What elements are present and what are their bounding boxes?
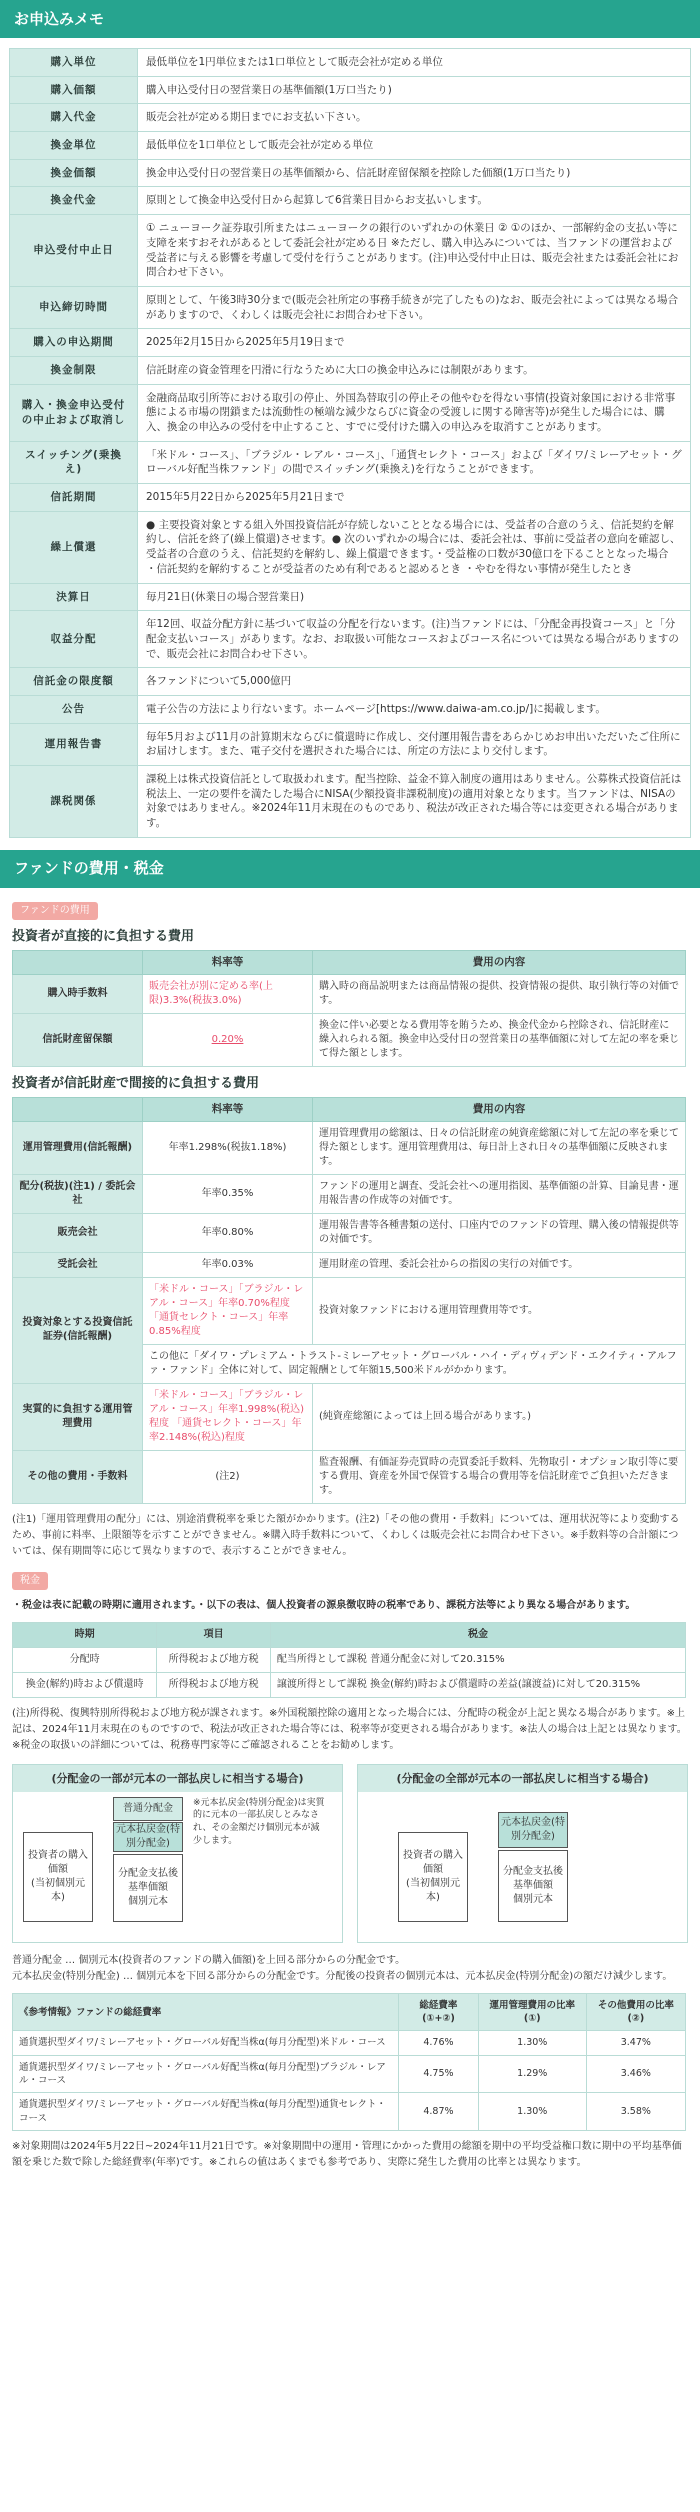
itaku-name: 委託会社 <box>72 1180 136 1206</box>
memo-row <box>10 215 691 287</box>
col-rate-2: 料率等 <box>143 1097 313 1121</box>
memo-value: 2025年2月15日から2025年5月19日まで <box>138 329 691 357</box>
target-desc: 投資対象ファンドにおける運用管理費用等です。 <box>313 1277 686 1344</box>
diagram-left-title: (分配金の一部が元本の一部払戻しに相当する場合) <box>13 1765 342 1792</box>
col-content-2: 費用の内容 <box>313 1097 686 1121</box>
exp2: 元本払戻金(特別分配金) … 個別元本を下回る部分からの分配金です。分配後の投資者の個別元本は、元本払戻金(特別分配金)の額だけ減少します。 <box>12 1970 673 1982</box>
diagram-memo: ※元本払戻金(特別分配金)は実質的に元本の一部払戻しとみなされ、その金額だけ個別元本が減少します。 <box>193 1797 325 1846</box>
refund-dist: 元本払戻金(特別分配金) <box>113 1822 183 1852</box>
jutaku-label: 受託会社 <box>13 1252 143 1277</box>
ref-row <box>13 2055 686 2093</box>
memo-key: 繰上償還 <box>10 511 138 583</box>
memo-row <box>10 329 691 357</box>
ref-row <box>13 2031 686 2055</box>
memo-key: 購入・換金申込受付の中止および取消し <box>10 384 138 441</box>
diagram-right <box>357 1764 688 1943</box>
target-rate: 「米ドル・コース」「ブラジル・レアル・コース」年率0.70%程度 「通貨セレクト・コース」年率0.85%程度 <box>143 1277 313 1344</box>
ref-cell-c: 3.58% <box>586 2093 685 2131</box>
other-rate: (注2) <box>143 1450 313 1503</box>
cost-label-2: 個別元本 <box>513 1893 553 1905</box>
ref-h3: その他費用の比率(②) <box>586 1993 685 2031</box>
memo-value: 毎月21日(休業日の場合翌営業日) <box>138 583 691 611</box>
memo-row <box>10 583 691 611</box>
memo-key: 信託期間 <box>10 484 138 512</box>
indirect-fees-title: 投資者が信託財産で間接的に負担する費用 <box>12 1075 260 1091</box>
memo-key: スイッチング(乗換え) <box>10 441 138 483</box>
memo-key: 課税関係 <box>10 766 138 838</box>
memo-row <box>10 611 691 668</box>
ref-h2: 運用管理費用の比率(①) <box>478 1993 586 2031</box>
indirect-fees-table <box>12 1097 686 1504</box>
memo-key: 購入価額 <box>10 76 138 104</box>
memo-value: 金融商品取引所等における取引の停止、外国為替取引の停止その他やむを得ない事情(投資対象国における非常事態による市場の閉鎖または流動性の極端な減少ならびに資金の受渡しに関する障害等)が発生した場合には、購入、換金の申込みの受付を中止すること、すでに受付けた購入の申込みを取消すことがあります。 <box>138 384 691 441</box>
diagram-exp <box>12 1953 688 1985</box>
purchase-label: 購入時手数料 <box>13 974 143 1013</box>
buyer-sub-2: (当初個別元本) <box>406 1877 460 1903</box>
memo-row <box>10 695 691 723</box>
memo-key: 換金制限 <box>10 356 138 384</box>
exp1: 普通分配金 … 個別元本(投資者のファンドの購入価額)を上回る部分からの分配金です。 <box>12 1954 406 1966</box>
memo-key: 購入の申込期間 <box>10 329 138 357</box>
buyer-label: 投資者の購入価額 <box>28 1849 88 1875</box>
memo-key: 換金単位 <box>10 132 138 160</box>
itaku-rate: 年率0.35% <box>143 1174 313 1213</box>
direct-fees-title: 投資者が直接的に負担する費用 <box>12 928 195 944</box>
mgmt-rate: 年率1.298%(税抜1.18%) <box>143 1121 313 1174</box>
target-note: この他に「ダイワ・プレミアム・トラスト-ミレーアセット・グローバル・ハイ・ディヴィデンド・エクイティ・アルファ・ファンド」全体に対して、固定報酬として年額15,500米ドルがかかります。 <box>143 1344 686 1383</box>
fees-section-title: ファンドの費用・税金 <box>0 850 700 888</box>
ref-row <box>13 2093 686 2131</box>
memo-row <box>10 132 691 160</box>
base-label: 基準価額 <box>128 1881 168 1893</box>
memo-value: 毎年5月および11月の計算期末ならびに償還時に作成し、交付運用報告書をあらかじめお申出いただいたご住所にお届けします。また、電子交付を選択された場合には、所定の方法により交付します。 <box>138 723 691 765</box>
memo-value: 年12回、収益分配方針に基づいて収益の分配を行ないます。(注)当ファンドには、「分配金再投資コース」と「分配金支払いコース」があります。なお、お取扱い可能なコースおよびコース名については異なる場合がありますので、販売会社にお問合わせ下さい。 <box>138 611 691 668</box>
tax-r1c: 配当所得として課税 普通分配金に対して20.315% <box>270 1647 685 1672</box>
ref-cell-n: 通貨選択型ダイワ/ミレーアセット・グローバル好配当株α(毎月分配型)米ドル・コース <box>13 2031 399 2055</box>
memo-value: 原則として、午後3時30分まで(販売会社所定の事務手続きが完了したもの)なお、販売会社によっては異なる場合がありますので、くわしくは販売会社にお問合わせ下さい。 <box>138 286 691 328</box>
memo-key: 収益分配 <box>10 611 138 668</box>
tax-h1: 時期 <box>13 1622 157 1647</box>
real-desc: (純資産総額によっては上回る場合があります。) <box>313 1383 686 1450</box>
tax-pill: 税金 <box>12 1572 48 1590</box>
memo-value: 換金申込受付日の翌営業日の基準価額から、信託財産留保額を控除した価額(1万口当たり) <box>138 159 691 187</box>
memo-value: 販売会社が定める期日までにお支払い下さい。 <box>138 104 691 132</box>
buyer-label-2: 投資者の購入価額 <box>403 1849 463 1875</box>
cost-label: 個別元本 <box>128 1895 168 1907</box>
ref-cell-b: 1.30% <box>478 2093 586 2131</box>
tax-r1b: 所得税および地方税 <box>157 1647 271 1672</box>
real-rate: 「米ドル・コース」「ブラジル・レアル・コース」年率1.998%(税込)程度 「通貨セレクト・コース」年率2.148%(税込)程度 <box>143 1383 313 1450</box>
tax-intro: ・税金は表に記載の時期に適用されます。・以下の表は、個人投資者の源泉徴収時の税率であり、課税方法等により異なる場合があります。 <box>12 1599 636 1611</box>
tax-h2: 項目 <box>157 1622 271 1647</box>
memo-row <box>10 286 691 328</box>
retention-rate: 0.20% <box>143 1013 313 1066</box>
base-label-2: 基準価額 <box>513 1879 553 1891</box>
after-label-2: 分配金支払後 <box>503 1865 563 1877</box>
memo-value: 信託財産の資金管理を円滑に行なうために大口の換金申込みには制限があります。 <box>138 356 691 384</box>
diagram-right-title: (分配金の全部が元本の一部払戻しに相当する場合) <box>358 1765 687 1792</box>
mgmt-label: 運用管理費用(信託報酬) <box>13 1121 143 1174</box>
after-label: 分配金支払後 <box>118 1867 178 1879</box>
memo-row <box>10 384 691 441</box>
itaku-desc: ファンドの運用と調査、受託会社への運用指図、基準価額の計算、目論見書・運用報告書の作成等の対価です。 <box>313 1174 686 1213</box>
memo-key: 申込締切時間 <box>10 286 138 328</box>
ref-cell-n: 通貨選択型ダイワ/ミレーアセット・グローバル好配当株α(毎月分配型)通貨セレクト・コース <box>13 2093 399 2131</box>
hanbai-rate: 年率0.80% <box>143 1213 313 1252</box>
memo-value: 各ファンドについて5,000億円 <box>138 668 691 696</box>
ref-cell-b: 1.30% <box>478 2031 586 2055</box>
target-label: 投資対象とする投資信託証券(信託報酬) <box>13 1277 143 1383</box>
distribution-diagrams <box>12 1764 688 1943</box>
memo-row <box>10 511 691 583</box>
ref-cell-c: 3.46% <box>586 2055 685 2093</box>
tax-h3: 税金 <box>270 1622 685 1647</box>
memo-value: 「米ドル・コース」、「ブラジル・レアル・コース」、「通貨セレクト・コース」および「ダイワ/ミレーアセット・グローバル好配当株ファンド」の間でスイッチング(乗換え)を行なうことができます。 <box>138 441 691 483</box>
memo-value: 最低単位を1口単位として販売会社が定める単位 <box>138 132 691 160</box>
ref-cell-a: 4.87% <box>399 2093 479 2131</box>
retention-desc: 換金に伴い必要となる費用等を賄うため、換金代金から控除され、信託財産に繰入れられる額。換金申込受付日の翌営業日の基準価額に対して左記の率を乗じて得た額とします。 <box>313 1013 686 1066</box>
tax-table <box>12 1622 686 1698</box>
alloc-label: 配分(税抜)(注1) <box>19 1180 95 1192</box>
refund-dist-2: 元本払戻金(特別分配金) <box>498 1812 568 1848</box>
real-label: 実質的に負担する運用管理費用 <box>13 1383 143 1450</box>
ref-cell-b: 1.29% <box>478 2055 586 2093</box>
direct-fees-table <box>12 950 686 1067</box>
memo-key: 換金代金 <box>10 187 138 215</box>
other-label: その他の費用・手数料 <box>13 1450 143 1503</box>
memo-row <box>10 484 691 512</box>
memo-row <box>10 441 691 483</box>
retention-label: 信託財産留保額 <box>13 1013 143 1066</box>
tax-r1a: 分配時 <box>13 1647 157 1672</box>
mgmt-desc: 運用管理費用の総額は、日々の信託財産の純資産総額に対して左記の率を乗じて得た額とします。運用管理費用は、毎日計上され日々の基準価額に反映されます。 <box>313 1121 686 1174</box>
memo-value: 原則として換金申込受付日から起算して6営業日目からお支払いします。 <box>138 187 691 215</box>
memo-value: ① ニューヨーク証券取引所またはニューヨークの銀行のいずれかの休業日 ② ①のほか、一部解約金の支払い等に支障を来すおそれがあるとして委託会社が定める日 ※ただし、購入申込みについては、当ファンドの運営および受益者に与える影響を考慮して受付を行うことがあります。(注)申込受付中止日は、販売会社または委託会社にお問合わせ下さい。 <box>138 215 691 287</box>
memo-section-title: お申込みメモ <box>0 0 700 38</box>
ref-notes: ※対象期間は2024年5月22日~2024年11月21日です。※対象期間中の運用・管理にかかった費用の総額を期中の平均受益権口数に期中の平均基準価額を乗じた数で除した総経費率(年率)です。※これらの値はあくまでも参考であり、実際に発生した費用の比率とは異なります。 <box>12 2140 682 2168</box>
jutaku-rate: 年率0.03% <box>143 1252 313 1277</box>
memo-value: 2015年5月22日から2025年5月21日まで <box>138 484 691 512</box>
memo-value: 最低単位を1円単位または1口単位として販売会社が定める単位 <box>138 49 691 77</box>
diagram-left <box>12 1764 343 1943</box>
itaku-label: 配分(税抜)(注1) / 委託会社 <box>13 1174 143 1213</box>
memo-row <box>10 49 691 77</box>
fee-notes: (注1)「運用管理費用の配分」には、別途消費税率を乗じた額がかかります。(注2)「その他の費用・手数料」については、運用状況等により変動するため、事前に料率、上限額等を示すことができません。※購入時手数料について、くわしくは販売会社にお問合わせ下さい。※手数料等の合計額については、保有期間等に応じて異なりますので、表示することができません。 <box>12 1513 680 1557</box>
tax-r2a: 換金(解約)時および償還時 <box>13 1672 157 1697</box>
tax-r2b: 所得税および地方税 <box>157 1672 271 1697</box>
other-desc: 監査報酬、有価証券売買時の売買委託手数料、先物取引・オプション取引等に要する費用、資産を外国で保管する場合の費用等を信託財産でご負担いただきます。 <box>313 1450 686 1503</box>
memo-row <box>10 668 691 696</box>
memo-value: 電子公告の方法により行ないます。ホームページ[https://www.daiwa-am.co.jp/]に掲載します。 <box>138 695 691 723</box>
memo-key: 申込受付中止日 <box>10 215 138 287</box>
ref-cell-a: 4.75% <box>399 2055 479 2093</box>
col-rate: 料率等 <box>143 950 313 974</box>
tax-notes: (注)所得税、復興特別所得税および地方税が課されます。※外国税額控除の適用となった場合には、分配時の税金が上記と異なる場合があります。※上記は、2024年11月末現在のものですので、税法が改正された場合等には、税率等が変更される場合があります。※法人の場合は上記とは異なります。※税金の取扱いの詳細については、税務専門家等にご確認されることをお勧めします。 <box>12 1707 687 1751</box>
col-content: 費用の内容 <box>313 950 686 974</box>
purchase-rate: 販売会社が別に定める率(上限)3.3%(税抜3.0%) <box>143 974 313 1013</box>
buyer-sub: (当初個別元本) <box>31 1877 85 1903</box>
fees-pill: ファンドの費用 <box>12 902 98 920</box>
memo-key: 購入単位 <box>10 49 138 77</box>
jutaku-desc: 運用財産の管理、委託会社からの指図の実行の対価です。 <box>313 1252 686 1277</box>
hanbai-desc: 運用報告書等各種書類の送付、口座内でのファンドの管理、購入後の情報提供等の対価です。 <box>313 1213 686 1252</box>
ref-title: 《参考情報》ファンドの総経費率 <box>13 1993 399 2031</box>
tax-r2c: 譲渡所得として課税 換金(解約)時および償還時の差益(譲渡益)に対して20.315% <box>270 1672 685 1697</box>
purchase-desc: 購入時の商品説明または商品情報の提供、投資情報の提供、取引執行等の対価です。 <box>313 974 686 1013</box>
memo-value: ● 主要投資対象とする組入外国投資信託が存続しないこととなる場合には、受益者の合意のうえ、信託契約を解約し、信託を終了(繰上償還)させます。● 次のいずれかの場合には、委託会社は、事前に受益者の意向を確認し、受益者の合意のうえ、信託契約を解約し、繰上償還できます。・受益権の口数が30億口を下ることとなった場合 ・信託契約を解約することが受益者のため有利であると認めるとき ・やむを得ない事情が発生したとき <box>138 511 691 583</box>
ref-table <box>12 1993 686 2131</box>
memo-value: 課税上は株式投資信託として取扱われます。配当控除、益金不算入制度の適用はありません。公募株式投資信託は税法上、一定の要件を満たした場合にNISA(少額投資非課税制度)の適用対象となります。当ファンドは、NISAの対象ではありません。※2024年11月末現在のものであり、税法が改正された場合等には変更される場合があります。 <box>138 766 691 838</box>
memo-table <box>9 48 691 838</box>
memo-key: 信託金の限度額 <box>10 668 138 696</box>
ref-cell-a: 4.76% <box>399 2031 479 2055</box>
memo-value: 購入申込受付日の翌営業日の基準価額(1万口当たり) <box>138 76 691 104</box>
normal-dist: 普通分配金 <box>113 1797 183 1821</box>
memo-row <box>10 104 691 132</box>
memo-row <box>10 76 691 104</box>
memo-row <box>10 766 691 838</box>
memo-row <box>10 356 691 384</box>
ref-cell-c: 3.47% <box>586 2031 685 2055</box>
hanbai-label: 販売会社 <box>13 1213 143 1252</box>
memo-key: 運用報告書 <box>10 723 138 765</box>
ref-cell-n: 通貨選択型ダイワ/ミレーアセット・グローバル好配当株α(毎月分配型)ブラジル・レアル・コース <box>13 2055 399 2093</box>
memo-row <box>10 159 691 187</box>
memo-row <box>10 723 691 765</box>
memo-key: 決算日 <box>10 583 138 611</box>
ref-h1: 総経費率(①+②) <box>399 1993 479 2031</box>
memo-row <box>10 187 691 215</box>
memo-key: 購入代金 <box>10 104 138 132</box>
memo-key: 換金価額 <box>10 159 138 187</box>
memo-key: 公告 <box>10 695 138 723</box>
